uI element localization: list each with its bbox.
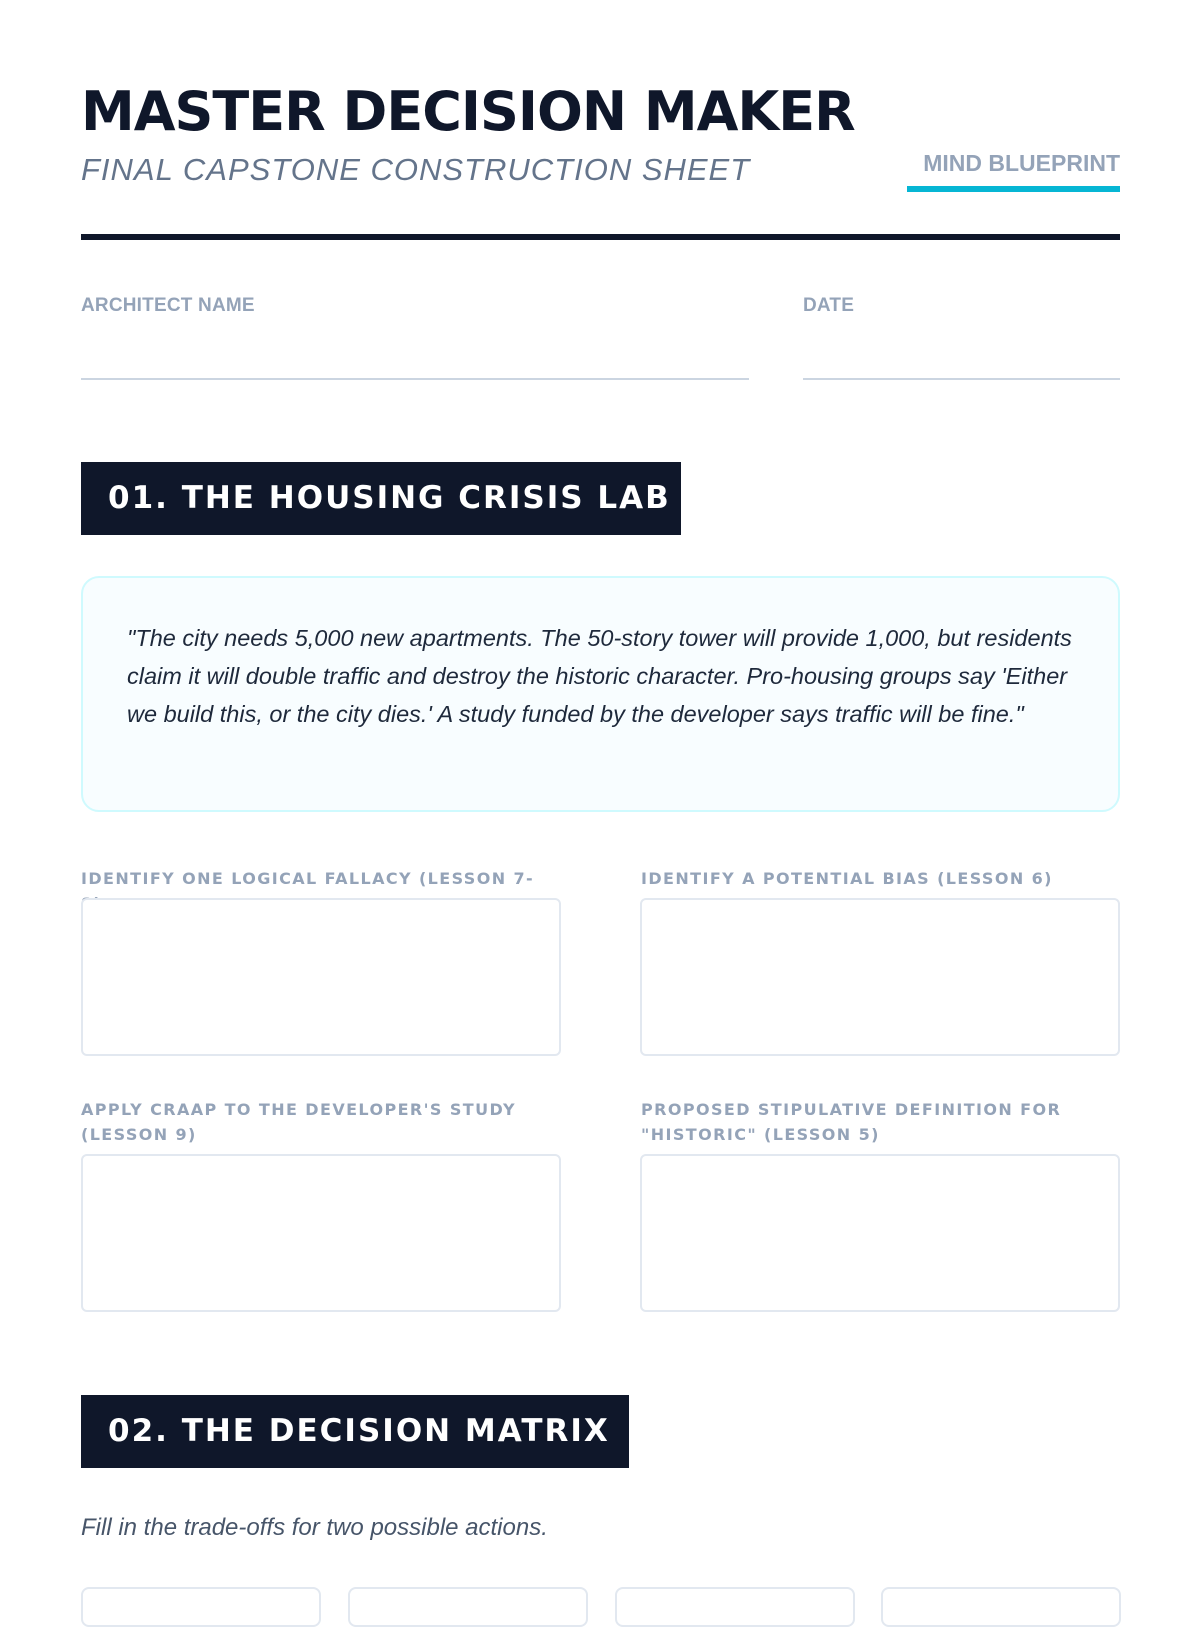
date-label: DATE [803,295,855,316]
matrix-card[interactable] [615,1587,855,1627]
bias-answer-box[interactable] [640,898,1120,1056]
craap-prompt-label: APPLY CRAAP TO THE DEVELOPER'S STUDY (LESSON 9) [81,1100,516,1144]
architect-name-line[interactable] [81,378,749,380]
historic-definition-prompt-label: PROPOSED STIPULATIVE DEFINITION FOR "HISTORIC" (LESSON 5) [641,1100,1062,1144]
scenario-quote-text: "The city needs 5,000 new apartments. The 50-story tower will provide 1,000, but residents claim it will double traffic and destroy the historic character. Pro-housing groups say 'Either we build this, or the city dies.' A study funded by the developer says traffic will be fine." [127,625,1072,727]
craap-answer-box[interactable] [81,1154,561,1312]
bias-prompt-label: IDENTIFY A POTENTIAL BIAS (LESSON 6) [641,869,1053,888]
architect-name-field[interactable] [81,292,749,320]
historic-definition-answer-box[interactable] [640,1154,1120,1312]
fallacy-prompt-label: IDENTIFY ONE LOGICAL FALLACY (LESSON 7- [81,869,535,888]
architect-name-label: ARCHITECT NAME [81,295,255,316]
date-line[interactable] [803,378,1120,380]
date-field[interactable] [803,292,1120,320]
worksheet-page [81,0,1120,1600]
section-2-heading: 02. THE DECISION MATRIX [81,1395,629,1468]
scenario-quote-box [81,576,1120,812]
mind-blueprint-tag: MIND BLUEPRINT [907,146,1120,192]
worksheet-subtitle: FINAL CAPSTONE CONSTRUCTION SHEET [81,152,751,187]
matrix-instruction: Fill in the trade-offs for two possible actions. [81,1514,548,1541]
matrix-card[interactable] [881,1587,1121,1627]
worksheet-title: MASTER DECISION MAKER [81,80,855,143]
header-divider [81,234,1120,240]
section-1-heading: 01. THE HOUSING CRISIS LAB [81,462,681,535]
matrix-card[interactable] [348,1587,588,1627]
matrix-card[interactable] [81,1587,321,1627]
fallacy-answer-box[interactable] [81,898,561,1056]
